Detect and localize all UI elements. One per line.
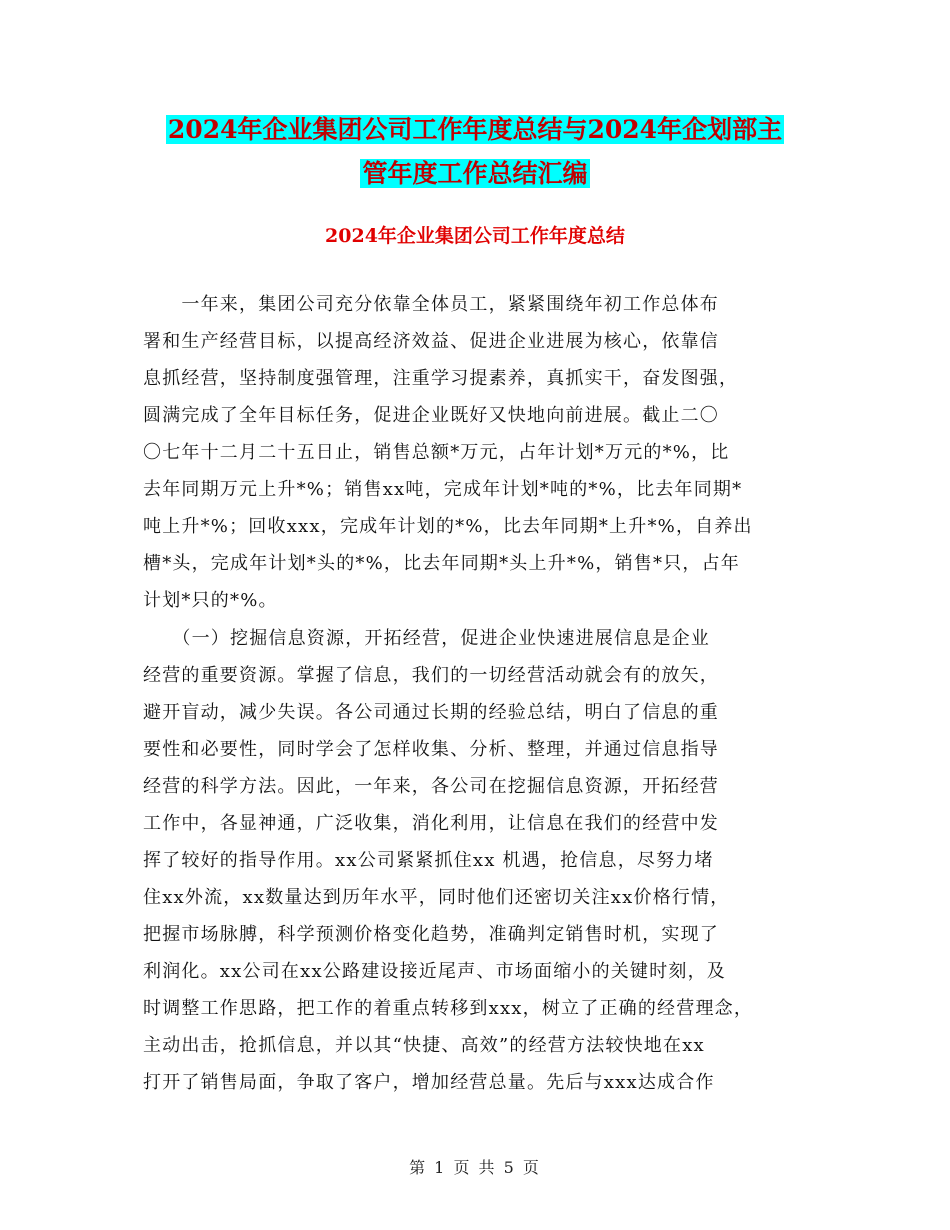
paragraph-line: 计划*只的*%。 [143,590,278,611]
paragraph-line: 经营的重要资源。掌握了信息，我们的一切经营活动就会有的放矢， [143,665,719,686]
paragraph-line: 息抓经营，坚持制度强管理，注重学习提素养，真抓实干，奋发图强， [143,368,739,389]
paragraph-line: 要性和必要性，同时学会了怎样收集、分析、整理，并通过信息指导 [143,739,719,760]
paragraph-line: 利润化。xx公司在xx公路建设接近尾声、市场面缩小的关键时刻，及 [143,961,727,982]
section-title: 2024年企业集团公司工作年度总结 [325,225,625,247]
page-number-footer: 第 1 页 共 5 页 [409,1158,541,1177]
paragraph-line: 一年来，集团公司充分依靠全体员工，紧紧围绕年初工作总体布 [143,294,719,315]
paragraph-line: 工作中，各显神通，广泛收集，消化利用，让信息在我们的经营中发 [143,813,719,834]
title-highlight-2: 管年度工作总结汇编 [362,159,588,188]
title-highlight-1: 2024年企业集团公司工作年度总结与2024年企划部主 [167,115,783,144]
paragraph-line: 时调整工作思路，把工作的着重点转移到xxx，树立了正确的经营理念， [143,998,754,1019]
paragraph-line: 挥了较好的指导作用。xx公司紧紧抓住xx 机遇，抢信息，尽努力堵 [143,850,714,871]
paragraph-line: 去年同期万元上升*%；销售xx吨，完成年计划*吨的*%，比去年同期* [143,479,743,500]
paragraph-line: 〇七年十二月二十五日止，销售总额*万元，占年计划*万元的*%，比 [143,442,730,463]
paragraph-line: 经营的科学方法。因此，一年来，各公司在挖掘信息资源，开拓经营 [143,776,719,797]
paragraph-2 [143,620,828,1101]
paragraph-line: （一）挖掘信息资源，开拓经营，促进企业快速进展信息是企业 [143,628,710,649]
paragraph-line: 避开盲动，减少失误。各公司通过长期的经验总结，明白了信息的重 [143,702,719,723]
document-title-line-2 [0,154,950,194]
paragraph-line: 把握市场脉膊，科学预测价格变化趋势，准确判定销售时机，实现了 [143,924,719,945]
paragraph-line: 主动出击，抢抓信息，并以其“快捷、高效”的经营方法较快地在xx [143,1035,705,1056]
paragraph-line: 槽*头，完成年计划*头的*%，比去年同期*头上升*%，销售*只，占年 [143,553,741,574]
document-title-line-1 [0,110,950,150]
paragraph-line: 吨上升*%；回收xxx，完成年计划的*%，比去年同期*上升*%，自养出 [143,516,753,537]
paragraph-1 [143,286,828,619]
paragraph-line: 打开了销售局面，争取了客户，增加经营总量。先后与xxx达成合作 [143,1072,715,1093]
paragraph-line: 住xx外流，xx数量达到历年水平，同时他们还密切关注xx价格行情， [143,887,730,908]
paragraph-line: 圆满完成了全年目标任务，促进企业既好又快地向前进展。截止二〇 [143,405,719,426]
paragraph-line: 署和生产经营目标，以提高经济效益、促进企业进展为核心，依靠信 [143,331,719,352]
